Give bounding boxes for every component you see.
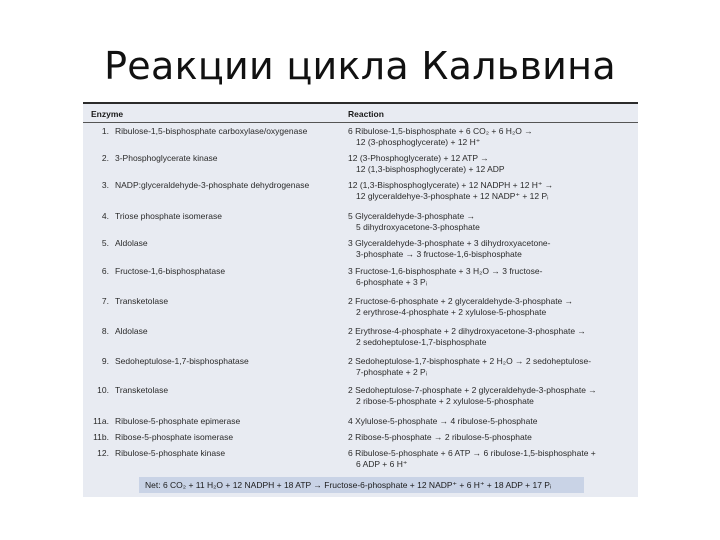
reaction-line-2: 2 sedoheptulose-1,7-bisphosphate — [356, 337, 487, 347]
reaction-text — [348, 238, 633, 260]
reaction-line-2: 12 glyceraldehye-3-phosphate + 12 NADP⁺ + 12 Pᵢ — [356, 191, 549, 201]
reaction-line-1: 2 Erythrose-4-phosphate + 2 dihydroxyacetone-3-phosphate → — [348, 326, 586, 336]
reaction-line-1: 5 Glyceraldehyde-3-phosphate → — [348, 211, 476, 221]
enzyme-name: 3-Phosphoglycerate kinase — [115, 153, 218, 163]
reaction-text — [348, 416, 633, 427]
reaction-line-1: 2 Sedoheptulose-7-phosphate + 2 glyceraldehyde-3-phosphate → — [348, 385, 597, 395]
enzyme-name: Fructose-1,6-bisphosphatase — [115, 266, 226, 276]
row-number: 3. — [101, 180, 109, 190]
enzyme-name: Sedoheptulose-1,7-bisphosphatase — [115, 356, 249, 366]
reaction-text — [348, 448, 633, 470]
row-number: 11a. — [93, 416, 109, 426]
reaction-line-2: 5 dihydroxyacetone-3-phosphate — [356, 222, 480, 232]
reaction-text — [348, 356, 633, 378]
reaction-line-2: 6-phosphate + 3 Pᵢ — [356, 277, 428, 287]
row-number: 7. — [101, 296, 109, 306]
reaction-text — [348, 126, 633, 148]
reaction-line-1: 2 Ribose-5-phosphate → 2 ribulose-5-phosphate — [348, 432, 532, 442]
table-header — [83, 104, 638, 123]
reaction-text — [348, 180, 633, 202]
row-number: 5. — [101, 238, 109, 248]
reaction-line-2: 12 (1,3-bisphosphoglycerate) + 12 ADP — [356, 164, 505, 174]
reaction-line-1: 4 Xylulose-5-phosphate → 4 ribulose-5-phosphate — [348, 416, 538, 426]
reaction-line-2: 12 (3-phosphoglycerate) + 12 H⁺ — [356, 137, 481, 147]
row-number: 10. — [97, 385, 109, 395]
reaction-line-1: 12 (1,3-Bisphosphoglycerate) + 12 NADPH + 12 H⁺ → — [348, 180, 554, 190]
reaction-text — [348, 266, 633, 288]
header-enzyme: Enzyme — [91, 109, 124, 119]
reaction-line-1: 6 Ribulose-5-phosphate + 6 ATP → 6 ribulose-1,5-bisphosphate + — [348, 448, 596, 458]
row-number: 11b. — [93, 432, 109, 442]
row-number: 4. — [101, 211, 109, 221]
reaction-text — [348, 385, 633, 407]
enzyme-name: Aldolase — [115, 326, 148, 336]
reaction-line-2: 7-phosphate + 2 Pᵢ — [356, 367, 428, 377]
row-number: 12. — [97, 448, 109, 458]
reaction-text — [348, 153, 633, 175]
enzyme-name: NADP:glyceraldehyde-3-phosphate dehydrogenase — [115, 180, 310, 190]
enzyme-name: Ribulose-5-phosphate kinase — [115, 448, 226, 458]
enzyme-name: Ribulose-1,5-bisphosphate carboxylase/oxygenase — [115, 126, 308, 136]
reaction-line-1: 6 Ribulose-1,5-bisphosphate + 6 CO₂ + 6 H₂O → — [348, 126, 533, 136]
reaction-text — [348, 432, 633, 443]
reaction-line-1: 2 Fructose-6-phosphate + 2 glyceraldehyde-3-phosphate → — [348, 296, 574, 306]
reaction-text — [348, 296, 633, 318]
reaction-text — [348, 211, 633, 233]
reaction-line-1: 2 Sedoheptulose-1,7-bisphosphate + 2 H₂O → 2 sedoheptulose- — [348, 356, 592, 366]
enzyme-name: Triose phosphate isomerase — [115, 211, 222, 221]
reaction-line-2: 2 erythrose-4-phosphate + 2 xylulose-5-phosphate — [356, 307, 547, 317]
reaction-line-1: 3 Glyceraldehyde-3-phosphate + 3 dihydroxyacetone- — [348, 238, 551, 248]
net-reaction: Net: 6 CO₂ + 11 H₂O + 12 NADPH + 18 ATP → Fructose-6-phosphate + 12 NADP⁺ + 6 H⁺ + 18 ADP + 17 Pᵢ — [139, 477, 584, 493]
reaction-line-2: 2 ribose-5-phosphate + 2 xylulose-5-phosphate — [356, 396, 534, 406]
reaction-line-2: 6 ADP + 6 H⁺ — [356, 459, 408, 469]
enzyme-name: Ribose-5-phosphate isomerase — [115, 432, 234, 442]
row-number: 9. — [101, 356, 109, 366]
row-number: 8. — [101, 326, 109, 336]
row-number: 2. — [101, 153, 109, 163]
reaction-line-1: 12 (3-Phosphoglycerate) + 12 ATP → — [348, 153, 489, 163]
header-reaction: Reaction — [348, 109, 384, 119]
slide-title: Реакции цикла Кальвина — [104, 44, 616, 88]
enzyme-name: Aldolase — [115, 238, 148, 248]
enzyme-name: Transketolase — [115, 296, 169, 306]
row-number: 1. — [101, 126, 109, 136]
enzyme-name: Ribulose-5-phosphate epimerase — [115, 416, 241, 426]
reaction-line-2: 3-phosphate → 3 fructose-1,6-bisphosphate — [356, 249, 522, 259]
reaction-text — [348, 326, 633, 348]
reaction-line-1: 3 Fructose-1,6-bisphosphate + 3 H₂O → 3 fructose- — [348, 266, 543, 276]
calvin-cycle-table — [83, 102, 638, 497]
enzyme-name: Transketolase — [115, 385, 169, 395]
row-number: 6. — [101, 266, 109, 276]
